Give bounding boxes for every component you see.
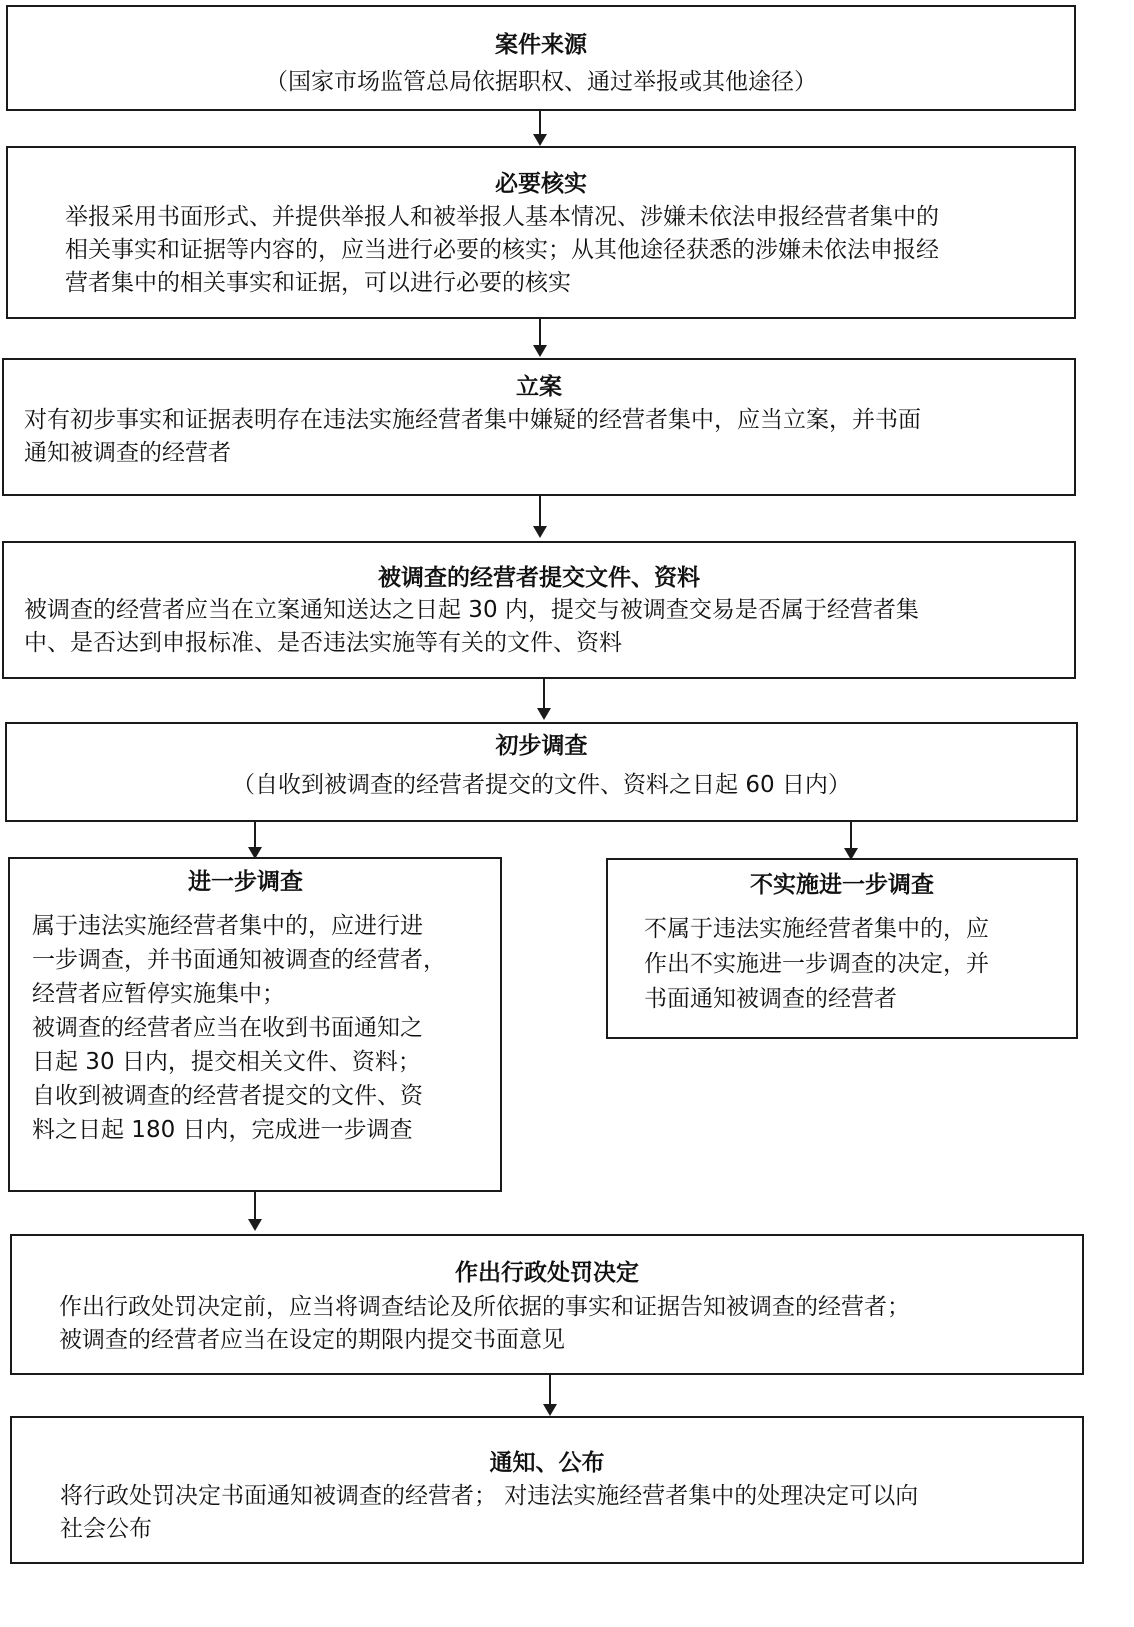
node-preliminary-investigation-title: 初步调查	[495, 733, 588, 759]
node-case-source	[6, 5, 1076, 111]
node-preliminary-investigation	[5, 722, 1078, 822]
node-notify-publish-title: 通知、公布	[489, 1450, 605, 1476]
node-no-further-investigation-body: 不属于违法实施经营者集中的，应 作出不实施进一步调查的决定，并 书面通知被调查的经营者	[644, 916, 989, 1012]
node-notify-publish	[10, 1416, 1084, 1564]
node-further-investigation	[8, 857, 502, 1192]
node-file-case-body: 对有初步事实和证据表明存在违法实施经营者集中嫌疑的经营者集中，应当立案，并书面 通知被调查的经营者	[24, 407, 921, 466]
node-notify-publish-body: 将行政处罚决定书面通知被调查的经营者； 对违法实施经营者集中的处理决定可以向 社会公布	[60, 1483, 919, 1542]
node-administrative-penalty-body: 作出行政处罚决定前，应当将调查结论及所依据的事实和证据告知被调查的经营者； 被调查的经营者应当在设定的期限内提交书面意见	[59, 1294, 910, 1353]
node-submit-documents-body: 被调查的经营者应当在立案通知送达之日起 30 内，提交与被调查交易是否属于经营者集 中、是否达到申报标准、是否违法实施等有关的文件、资料	[24, 597, 919, 656]
node-necessary-verification	[6, 146, 1076, 319]
node-no-further-investigation-title: 不实施进一步调查	[750, 872, 934, 898]
node-file-case	[2, 358, 1076, 496]
node-submit-documents	[2, 541, 1076, 679]
node-file-case-title: 立案	[516, 374, 562, 400]
node-case-source-subtitle: （国家市场监管总局依据职权、通过举报或其他途径）	[265, 69, 817, 95]
node-administrative-penalty	[10, 1234, 1084, 1375]
node-no-further-investigation	[606, 858, 1078, 1039]
node-further-investigation-title: 进一步调查	[188, 869, 303, 895]
node-case-source-title: 案件来源	[495, 32, 587, 58]
node-preliminary-investigation-subtitle: （自收到被调查的经营者提交的文件、资料之日起 60 日内）	[232, 772, 851, 798]
node-necessary-verification-title: 必要核实	[495, 171, 587, 197]
node-necessary-verification-body: 举报采用书面形式、并提供举报人和被举报人基本情况、涉嫌未依法申报经营者集中的 相关事实和证据等内容的，应当进行必要的核实；从其他途径获悉的涉嫌未依法申报经 营者集中的相关事实和证据，可以进行必要的核实	[65, 204, 939, 296]
node-further-investigation-body: 属于违法实施经营者集中的，应进行进 一步调查，并书面通知被调查的经营者， 经营者应暂停实施集中； 被调查的经营者应当在收到书面通知之 日起 30 日内，提交相关文件、资料； 自收到被调查的经营者提交的文件、资 料之日起 180 日内，完成进一步调查	[32, 913, 446, 1143]
node-administrative-penalty-title: 作出行政处罚决定	[455, 1260, 639, 1286]
node-submit-documents-title: 被调查的经营者提交文件、资料	[378, 565, 700, 591]
